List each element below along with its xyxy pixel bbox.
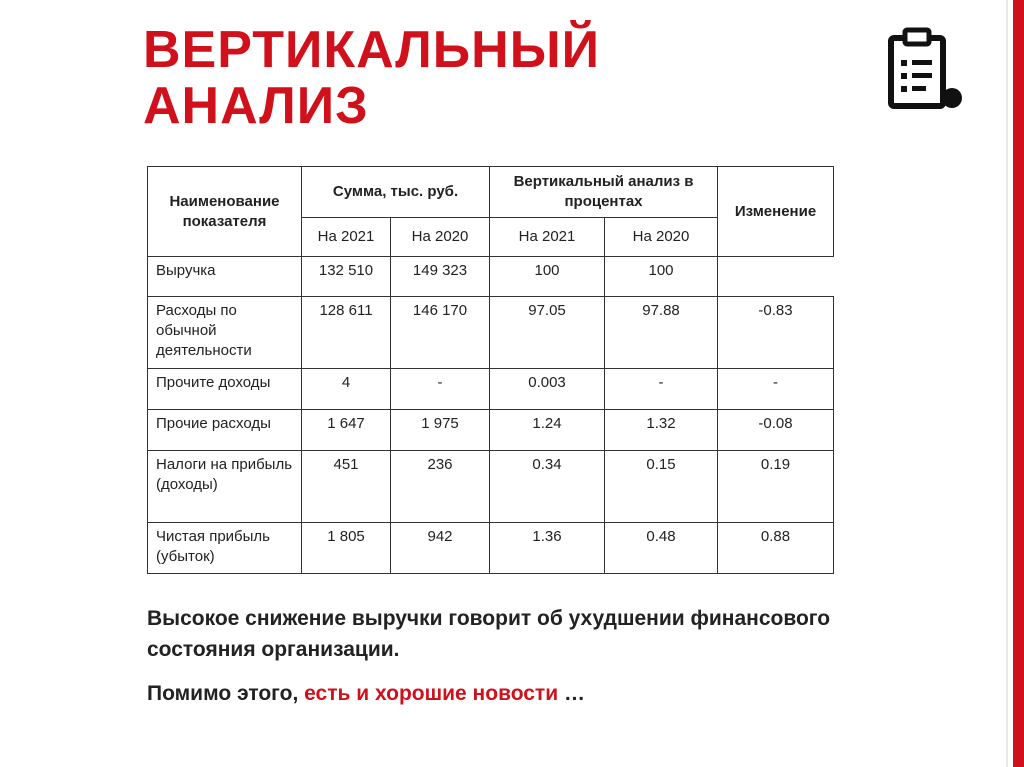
cell-change: 0.88 bbox=[718, 523, 834, 574]
title-line-2: АНАЛИЗ bbox=[143, 77, 369, 135]
clipboard-list-icon bbox=[884, 26, 964, 112]
header-sum: Сумма, тыс. руб. bbox=[302, 167, 490, 218]
cell-sum-2021: 132 510 bbox=[302, 257, 391, 297]
vertical-analysis-table bbox=[147, 166, 834, 574]
cell-sum-2021: 128 611 bbox=[302, 297, 391, 369]
cell-change: -0.08 bbox=[718, 410, 834, 451]
table-row bbox=[148, 369, 834, 410]
header-vertical: Вертикальный анализ в процентах bbox=[490, 167, 718, 218]
table-row bbox=[148, 410, 834, 451]
header-sum-2021: На 2021 bbox=[302, 218, 391, 257]
cell-sum-2020: 1 975 bbox=[391, 410, 490, 451]
cell-pct-2020: 100 bbox=[605, 257, 718, 297]
cell-pct-2021: 0.003 bbox=[490, 369, 605, 410]
cell-pct-2021: 1.24 bbox=[490, 410, 605, 451]
cell-sum-2020: 146 170 bbox=[391, 297, 490, 369]
good-news-text bbox=[147, 678, 847, 709]
cell-change: 0.19 bbox=[718, 451, 834, 523]
table-row bbox=[148, 297, 834, 369]
conclusion-text: Высокое снижение выручки говорит об ухудшении финансового состояния организации. bbox=[147, 607, 831, 661]
header-change: Изменение bbox=[718, 167, 834, 257]
cell-sum-2020: 236 bbox=[391, 451, 490, 523]
table-row bbox=[148, 451, 834, 523]
cell-sum-2021: 451 bbox=[302, 451, 391, 523]
row-name: Прочите доходы bbox=[148, 369, 302, 410]
row-name: Чистая прибыль (убыток) bbox=[148, 523, 302, 574]
row-name: Прочие расходы bbox=[148, 410, 302, 451]
cell-sum-2020: 942 bbox=[391, 523, 490, 574]
cell-pct-2021: 0.34 bbox=[490, 451, 605, 523]
cell-pct-2020: 97.88 bbox=[605, 297, 718, 369]
cell-sum-2021: 1 647 bbox=[302, 410, 391, 451]
header-name: Наименование показателя bbox=[148, 167, 302, 257]
good-news-highlight: есть и хорошие новости bbox=[304, 682, 559, 705]
row-name: Расходы по обычной деятельности bbox=[148, 297, 302, 369]
cell-pct-2020: 0.15 bbox=[605, 451, 718, 523]
good-news-suffix: … bbox=[558, 682, 585, 705]
cell-sum-2020: - bbox=[391, 369, 490, 410]
header-sum-2020: На 2020 bbox=[391, 218, 490, 257]
good-news-prefix: Помимо этого, bbox=[147, 682, 305, 705]
cell-sum-2020: 149 323 bbox=[391, 257, 490, 297]
cell-pct-2021: 100 bbox=[490, 257, 605, 297]
cell-pct-2020: 0.48 bbox=[605, 523, 718, 574]
cell-pct-2021: 1.36 bbox=[490, 523, 605, 574]
header-pct-2021: На 2021 bbox=[490, 218, 605, 257]
table-header-row bbox=[148, 167, 834, 218]
cell-change: -0.83 bbox=[718, 297, 834, 369]
cell-sum-2021: 1 805 bbox=[302, 523, 391, 574]
table-row bbox=[148, 523, 834, 574]
cell-pct-2021: 97.05 bbox=[490, 297, 605, 369]
row-name: Налоги на прибыль (доходы) bbox=[148, 451, 302, 523]
cell-pct-2020: - bbox=[605, 369, 718, 410]
cell-pct-2020: 1.32 bbox=[605, 410, 718, 451]
title-line-1: ВЕРТИКАЛЬНЫЙ bbox=[143, 21, 600, 79]
row-name: Выручка bbox=[148, 257, 302, 297]
right-accent-bar bbox=[1013, 0, 1024, 767]
slide-title bbox=[143, 22, 600, 134]
header-pct-2020: На 2020 bbox=[605, 218, 718, 257]
cell-change: - bbox=[718, 369, 834, 410]
cell-sum-2021: 4 bbox=[302, 369, 391, 410]
right-divider-line bbox=[1006, 0, 1008, 767]
table-row bbox=[148, 257, 834, 297]
